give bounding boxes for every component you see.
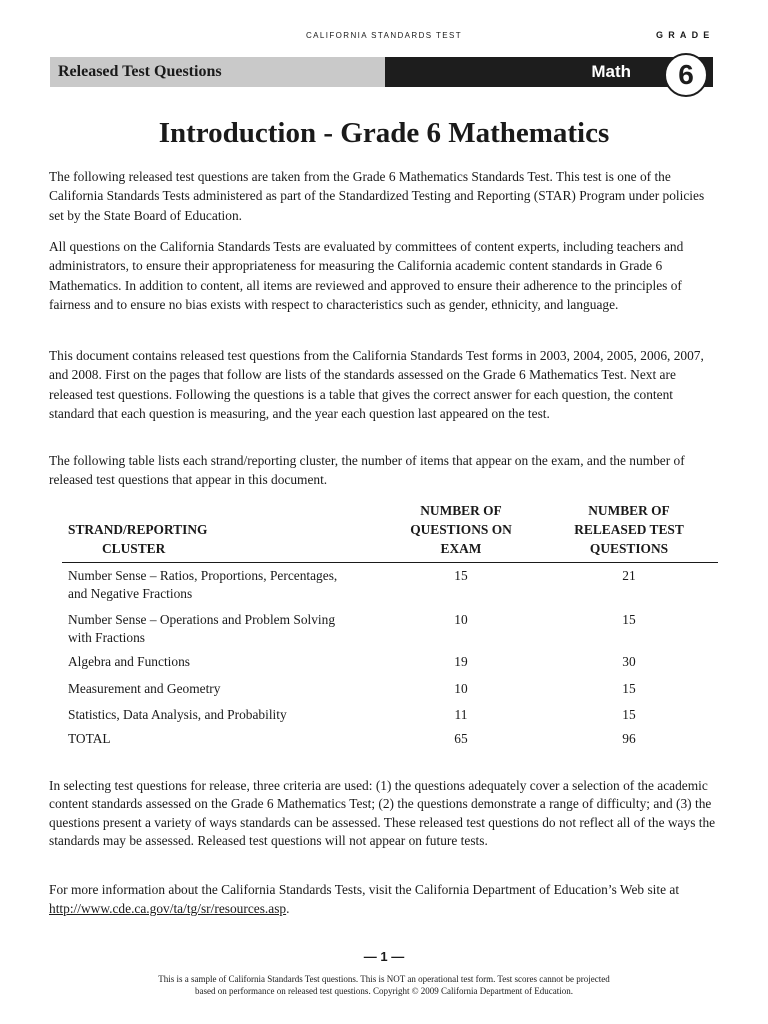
exam-count: 19 bbox=[454, 654, 468, 669]
more-info-text: For more information about the California Standards Tests, visit the California Department of Education’s Web site at bbox=[49, 882, 680, 897]
header-exam-line2: QUESTIONS ON bbox=[410, 522, 512, 537]
cluster-name-line2: and Negative Fractions bbox=[68, 586, 193, 601]
table-row bbox=[62, 603, 718, 647]
cluster-name: Algebra and Functions bbox=[68, 654, 190, 669]
page-title: Introduction - Grade 6 Mathematics bbox=[158, 117, 610, 149]
header-released-line2: RELEASED TEST bbox=[574, 522, 684, 537]
cluster-name-line1: Number Sense – Ratios, Proportions, Percentages, bbox=[68, 568, 338, 583]
header-cluster bbox=[62, 501, 382, 563]
table-row bbox=[62, 698, 718, 724]
table-row bbox=[62, 563, 718, 604]
header-cluster-line2: CLUSTER bbox=[102, 541, 166, 556]
subject-label: Math bbox=[385, 57, 713, 87]
intro-paragraph-1: The following released test questions are taken from the Grade 6 Mathematics Standards Test. This test is one of the California Standards Tests administered as part of the Standardized Testing and Reporting (STAR) Program under policies set by the State Board of Education. bbox=[49, 169, 705, 223]
table-row bbox=[62, 671, 718, 698]
exam-count: 65 bbox=[454, 731, 468, 746]
header-exam bbox=[382, 501, 540, 563]
footer-disclaimer-line1: This is a sample of California Standards Test questions. This is NOT an operational test form. Test scores cannot be projected bbox=[158, 974, 610, 984]
released-count: 96 bbox=[622, 731, 636, 746]
intro-paragraph-4: The following table lists each strand/reporting cluster, the number of items that appear on the exam, and the number of released test questions that appear in this document. bbox=[49, 453, 685, 488]
header-released bbox=[540, 501, 718, 563]
header-exam-line3: EXAM bbox=[440, 541, 482, 556]
cluster-name: Measurement and Geometry bbox=[68, 681, 221, 696]
exam-count: 11 bbox=[454, 707, 468, 722]
released-count: 15 bbox=[622, 612, 636, 627]
footer-disclaimer bbox=[0, 973, 768, 997]
table-row-total bbox=[62, 724, 718, 748]
header-released-line1: NUMBER OF bbox=[588, 503, 670, 518]
header-cluster-line1: STRAND/REPORTING bbox=[68, 522, 208, 537]
cluster-name-line2: with Fractions bbox=[68, 630, 145, 645]
exam-count: 15 bbox=[454, 568, 468, 583]
cluster-name: Statistics, Data Analysis, and Probability bbox=[68, 707, 287, 722]
cluster-name-line1: Number Sense – Operations and Problem Solving bbox=[68, 612, 336, 627]
intro-paragraph-2: All questions on the California Standards Tests are evaluated by committees of content experts, including teachers and administrators, to ensure their appropriateness for measuring the California academic content standards in Grade 6 Mathematics. In addition to content, all items are reviewed and approved to ensure their adherence to the principles of fairness and to ensure no bias exists with respect to characteristics such as gender, ethnicity, and language. bbox=[49, 239, 684, 313]
exam-count: 10 bbox=[454, 681, 468, 696]
table-header-row bbox=[62, 501, 718, 563]
intro-paragraph-3: This document contains released test questions from the California Standards Test forms in 2003, 2004, 2005, 2006, 2007, and 2008. First on the pages that follow are lists of the standards assessed on the Grade 6 Mathematics Test. Next are released test questions. Following the questions is a table that gives the correct answer for each question, the content standard that each question is measuring, and the year each question last appeared on the test. bbox=[49, 348, 704, 422]
cde-resources-link[interactable]: http://www.cde.ca.gov/ta/tg/sr/resources.asp bbox=[49, 901, 287, 917]
footer-disclaimer-line2: based on performance on released test questions. Copyright © 2009 California Department of Education. bbox=[195, 986, 573, 996]
cluster-name bbox=[62, 563, 382, 604]
cluster-name bbox=[62, 603, 382, 647]
document-series-title: CALIFORNIA STANDARDS TEST bbox=[305, 31, 463, 40]
section-title: Released Test Questions bbox=[50, 57, 385, 87]
released-count: 21 bbox=[622, 568, 636, 583]
header-exam-line1: NUMBER OF bbox=[420, 503, 502, 518]
header-released-line3: QUESTIONS bbox=[589, 541, 669, 556]
selection-criteria-paragraph: In selecting test questions for release, three criteria are used: (1) the questions adequately cover a selection of the academic content standards assessed on the Grade 6 Mathematics Test; (2) the questions demonstrate a range of difficulty; and (3) the questions present a variety of ways standards can be assessed. These released test questions do not reflect all of the ways the standards may be assessed. Released test questions will not appear on future tests. bbox=[49, 778, 716, 849]
exam-count: 10 bbox=[454, 612, 468, 627]
released-count: 15 bbox=[622, 707, 636, 722]
grade-label: GRADE bbox=[656, 30, 715, 40]
released-count: 30 bbox=[622, 654, 636, 669]
released-count: 15 bbox=[622, 681, 636, 696]
cluster-name: TOTAL bbox=[68, 731, 111, 746]
grade-number-badge: 6 bbox=[664, 53, 708, 97]
cluster-table bbox=[62, 501, 718, 748]
page-number: — 1 — bbox=[363, 949, 405, 964]
more-info-paragraph bbox=[49, 880, 717, 919]
more-info-end: . bbox=[286, 901, 290, 917]
header-bar bbox=[50, 57, 713, 87]
table-row bbox=[62, 647, 718, 671]
